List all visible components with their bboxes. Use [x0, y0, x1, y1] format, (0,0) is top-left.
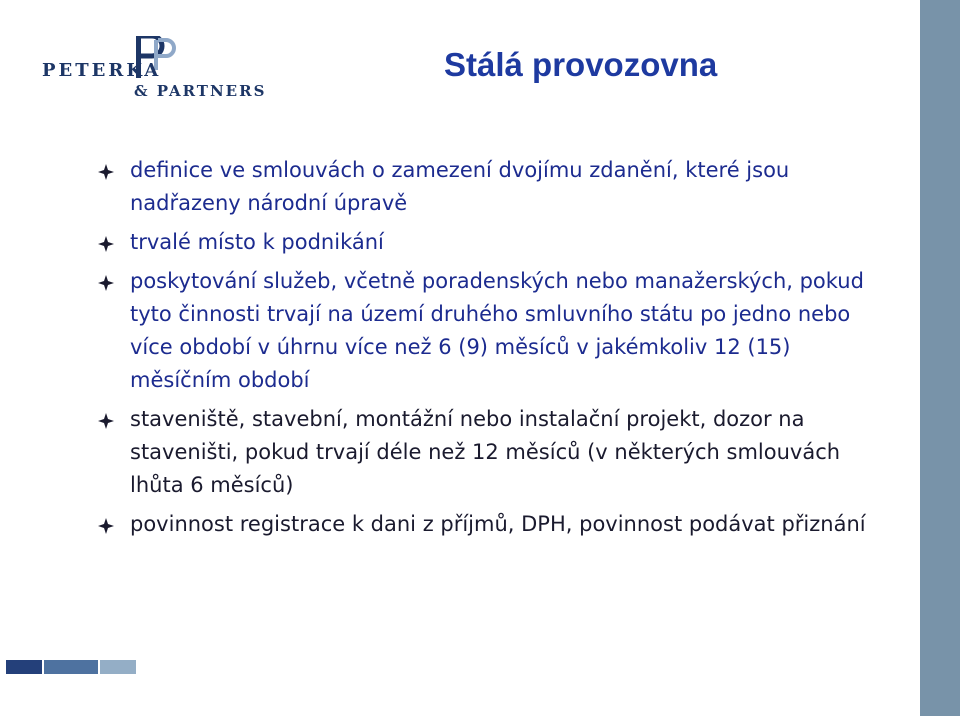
bullet-item	[98, 265, 888, 397]
bullet-item	[98, 154, 888, 220]
logo-bottom-text: & PARTNERS	[134, 82, 267, 100]
slide-title: Stálá provozovna	[444, 46, 718, 83]
diamond-bullet-icon	[98, 275, 114, 291]
footer-bar-light	[100, 660, 136, 674]
company-logo	[40, 36, 280, 100]
bullet-item	[98, 403, 888, 502]
bullet-item	[98, 226, 888, 259]
bullet-text: povinnost registrace k dani z příjmů, DPH, povinnost podávat přiznání	[130, 512, 866, 536]
logo-top-text: PETERKA	[42, 60, 162, 81]
bullet-text: trvalé místo k podnikání	[130, 230, 384, 254]
diamond-bullet-icon	[98, 236, 114, 252]
footer-bar-dark	[6, 660, 42, 674]
diamond-bullet-icon	[98, 413, 114, 429]
footer-decoration	[6, 660, 136, 674]
right-accent-bar	[920, 0, 960, 716]
bullet-text: staveniště, stavební, montážní nebo instalační projekt, dozor na staveništi, pokud trvají déle než 12 měsíců (v některých smlouvách lhůta 6 měsíců)	[130, 407, 841, 497]
bullet-item	[98, 508, 888, 541]
footer-bar-mid	[44, 660, 98, 674]
diamond-bullet-icon	[98, 518, 114, 534]
diamond-bullet-icon	[98, 164, 114, 180]
bullet-list	[98, 154, 888, 547]
bullet-text: definice ve smlouvách o zamezení dvojímu zdanění, které jsou nadřazeny národní úpravě	[130, 158, 790, 215]
bullet-text: poskytování služeb, včetně poradenských nebo manažerských, pokud tyto činnosti trvají na území druhého smluvního státu po jedno nebo více období v úhrnu více než 6 (9) měsíců v jakémkoliv 12 (15) měsíčním období	[130, 269, 864, 392]
